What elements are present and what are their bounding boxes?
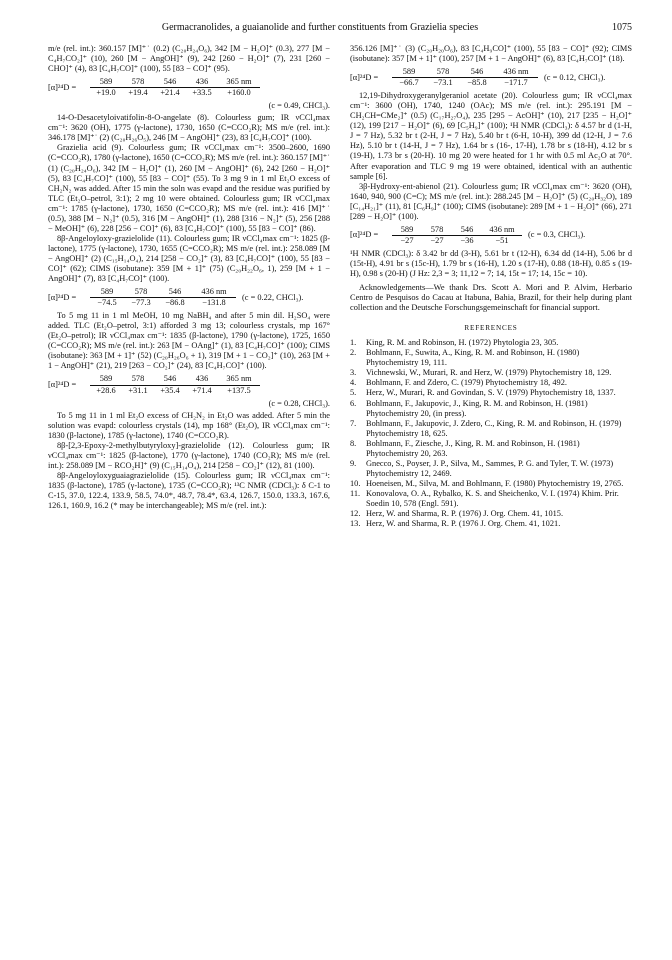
optical-rotation (48, 374, 330, 395)
reference-text: Bohlmann, F., Jakupovic, J. Zdero, C., King, R. M. and Robinson, H. (1979) Phytochemistry 18, 625. (366, 418, 622, 438)
rotation-value: −86.8 (165, 298, 185, 308)
reference-text: King, R. M. and Robinson, H. (1972) Phytologia 23, 305. (366, 338, 559, 348)
wavelength: 578 (436, 67, 450, 77)
paragraph: To 5 mg 11 in 1 ml Et₂O excess of CH₂N₂ in Et₂O was added. After 5 min the solution was evapd: colourless crystals (14), mp 168° (Et₂O), IR νCCl₄max cm⁻¹: 1830 (β-lactone), 1785 (γ-lactone), 1740 (C=CCO₂R). (48, 410, 330, 440)
wavelength: 589 (400, 224, 414, 234)
rotation-label: [α]²⁴D = (350, 72, 379, 82)
rotation-value: −27 (430, 235, 444, 245)
reference-number: 7. (350, 418, 357, 428)
paragraph: 12,19-Dihydroxygeranylgeraniol acetate (20). Colourless gum; IR νCCl₄max cm⁻¹: 3600 (OH), 1740, 1240 (OAc); MS m/e (rel. int.): 295.191 [M − CH₂CH=CMe₂]⁺ (0.5) (C₁₇H₂₇O₄), 235 [295 − AcOH]⁺ (10), 217 [235 − H₂O]⁺ (12), 199 [217 − H₂O]⁺ (6), 69 [C₅H₉]⁺ (100); ¹H NMR (CDCl₃): δ 4.57 br d (1-H, J = 7 Hz), 5.32 br t (2-H, J = 7 Hz), 5.40 br t (6-H, 10-H), 399 dd (12-H, J = 7.6 Hz), 5.10 br t (14-H, J = 7 Hz), 1.64 br s (16-, 17-H), 1.78 br s (18-H), 4.12 br s (19-H), 1.73 br s (20-H). 10 mg 20 were heated for 1 hr with 0.5 ml Ac₂O at 70°. After evaporation and TLC 9 mg 19 were obtained, identical with an authentic sample [6]. (350, 91, 632, 181)
wavelength: 546 (460, 224, 474, 234)
wavelength: 589 (402, 67, 416, 77)
rotation-table (90, 287, 236, 308)
rotation-value: −36 (460, 235, 474, 245)
reference-text: Gnecco, S., Poyser, J. P., Silva, M., Sammes, P. G. and Tyler, T. W. (1973) Phytochemistry 12, 2469. (366, 458, 614, 478)
reference-text: Herz, W., Murari, R. and Govindan, S. V. (1979) Phytochemistry 18, 1337. (366, 388, 616, 398)
optical-rotation (350, 225, 632, 246)
wavelength: 365 nm (226, 374, 252, 384)
rotation-value: −73.1 (433, 78, 453, 88)
reference-number: 9. (350, 458, 357, 468)
rotation-table (392, 225, 522, 246)
reference-number: 1. (350, 338, 357, 348)
rotation-value: +71.4 (192, 385, 212, 395)
reference-text: Bohlmann, F., Jakupovic, J., King, R. M. and Robinson, H. (1981) Phytochemistry 20, (in press). (366, 398, 588, 418)
rotation-table (392, 67, 538, 88)
reference-list (350, 338, 632, 529)
reference-text: Bohlmann, F., Ziesche, J., King, R. M. and Robinson, H. (1981) Phytochemistry 20, 263. (366, 438, 580, 458)
optical-rotation (48, 287, 330, 308)
paragraph: Grazielia acid (9). Colourless gum; IR νCCl₄max cm⁻¹: 3500–2600, 1690 (C=CCO₂R), 1780 (γ-lactone), 1650 (C=CCO₂R); MS m/e (rel. int.): 360.157 [M]⁺˙ (1) (C₂₀H₂₄O₆), 342 [M − H₂O]⁺ (1), 260 [M − AngOH]⁺ (6), 242 [260 − H₂O]⁺ (5), 83 [C₄H₇CO]⁺ (100), 55 [83 − CO]⁺ (55). To 3 mg 9 in 1 ml Et₂O excess of CH₂N₂ was added. After 15 min the soln was evapd and the residue was purified by TLC (Et₂O–petrol, 3:1); 2 mg 10 were obtained. Colourless gum; IR νCCl₄max cm⁻¹: 1785 (γ-lactone), 1730, 1650 (C=CCO₂R); MS m/e (rel. int.): 416 [M]⁺˙ (0.5), 388 [M − N₂]⁺ (0.5), 316 [M − AngOH]⁺ (1), 288 [316 − N₂]⁺ (5), 256 [288 − MeOH]⁺ (6), 228 [256 − CO]⁺ (6), 83 [C₄H₇CO]⁺ (100), 55 [83 − CO]⁺ (86). (48, 143, 330, 233)
rotation-conditions: (c = 0.28, CHCl₃). (268, 398, 330, 408)
rotation-label: [α]²⁴D = (48, 82, 77, 92)
rotation-value: +19.0 (96, 88, 116, 98)
rotation-value: +21.4 (160, 88, 180, 98)
reference-number: 10. (350, 478, 361, 488)
rotation-value: −51 (495, 235, 509, 245)
rotation-table (90, 77, 260, 98)
running-header (48, 22, 632, 36)
wavelength: 578 (131, 374, 145, 384)
rotation-value: −77.3 (131, 298, 151, 308)
reference-item (350, 378, 632, 388)
reference-text: Konovalova, O. A., Rybalko, K. S. and Sheichenko, V. I. (1974) Khim. Prir. Soedin 10, 578 (Engl. 591). (366, 488, 619, 508)
rotation-value: −74.5 (97, 298, 117, 308)
paragraph: m/e (rel. int.): 360.157 [M]⁺˙ (0.2) (C₂₀H₂₄O₆), 342 [M − H₂O]⁺ (0.3), 277 [M − C₄H₇CO₂]⁺ (10), 260 [M − AngOH]⁺ (9), 242 [260 − H₂O]⁺ (7), 231 [260 − CHO]⁺ (4), 83 [C₄H₇CO]⁺ (100), 55 [83 − CO]⁺ (95). (48, 44, 330, 74)
reference-text: Hoeneisen, M., Silva, M. and Bohlmann, F. (1980) Phytochemistry 19, 2765. (366, 478, 624, 488)
paragraph: To 5 mg 11 in 1 ml MeOH, 10 mg NaBH₄ and after 5 min dil. H₂SO₄ were added. TLC (Et₂O–petrol, 3:1) afforded 3 mg 13; colourless crystals, mp 167° (Et₂O–petrol); IR νCCl₄max cm⁻¹: 1835 (β-lactone), 1790 (γ-lactone), 1725, 1650 (C=CCO₂R); MS m/e (rel. int.): 263 [M − OAng]⁺ (1), 83 [C₄H₇CO]⁺ (100); CIMS (isobutane): 363 [M + 1]⁺ (52) (C₂₀H₂₆O₆ + 1), 319 [M + 1 − CO₂]⁺ (10), 263 [M + 1 − AngOH]⁺ (21), 219 [263 − CO₂]⁺ (24), 83 [C₄H₇CO]⁺ (100). (48, 311, 330, 371)
rotation-value: −131.8 (202, 298, 226, 308)
reference-number: 12. (350, 509, 361, 519)
rotation-value: −85.8 (467, 78, 487, 88)
rotation-value: +28.6 (96, 385, 116, 395)
optical-rotation (48, 77, 330, 98)
left-column (48, 44, 330, 511)
reference-text: Vichnewski, W., Murari, R. and Herz, W. (1979) Phytochemistry 18, 129. (366, 368, 612, 378)
rotation-value: +137.5 (227, 385, 251, 395)
rotation-value: −27 (400, 235, 414, 245)
wavelength: 436 (195, 374, 209, 384)
reference-number: 4. (350, 378, 357, 388)
reference-number: 8. (350, 438, 357, 448)
reference-item (350, 509, 632, 519)
reference-number: 13. (350, 519, 361, 529)
wavelength: 436 nm (503, 67, 529, 77)
rotation-value: −66.7 (399, 78, 419, 88)
rotation-label: [α]²⁴D = (48, 379, 77, 389)
paragraph: ¹H NMR (CDCl₃): δ 3.42 br dd (3-H), 5.61 br t (12-H), 6.34 dd (14-H), 5.06 br d (15t-H), 4.91 br s (15c-H), 1.79 br s (16-H), 1.20 s (17-H), 0.88 (18-H), 0.85 s (19-H), 0.98 s (20-H) (J Hz: 2,3 = 3; 11,12 = 7; 14, 15t = 17; 14, 15c = 10). (350, 248, 632, 278)
rotation-conditions: (c = 0.12, CHCl₃). (544, 72, 606, 82)
wavelength: 578 (131, 77, 145, 87)
running-title: Germacranolides, a guaianolide and further constituents from Grazielia species (161, 22, 479, 33)
wavelength: 589 (99, 77, 113, 87)
reference-number: 3. (350, 368, 357, 378)
wavelength: 365 nm (226, 77, 252, 87)
wavelength: 436 (195, 77, 209, 87)
rotation-value: +35.4 (160, 385, 180, 395)
rotation-value: −171.7 (504, 78, 528, 88)
wavelength: 436 nm (489, 224, 515, 234)
reference-item (350, 388, 632, 398)
references-heading: REFERENCES (464, 324, 518, 333)
wavelength: 578 (430, 224, 444, 234)
reference-item (350, 489, 632, 509)
reference-item (350, 439, 632, 459)
paragraph: 356.126 [M]⁺˙ (3) (C₂₀H₂₀O₆), 83 [C₄H₉CO]⁺ (100), 55 [83 − CO]⁺ (92); CIMS (isobutane): 357 [M + 1]⁺ (100), 257 [M + 1 − AngOH]⁺ (6), 83 [C₄H₇CO]⁺ (18). (350, 44, 632, 64)
reference-item (350, 459, 632, 479)
reference-item (350, 368, 632, 378)
reference-item (350, 399, 632, 419)
page-number: 1075 (612, 22, 632, 33)
wavelength: 578 (134, 287, 148, 297)
reference-item (350, 338, 632, 348)
paragraph: 8β-Angeloyloxy-grazielolide (11). Colourless gum; IR νCCl₄max cm⁻¹: 1825 (β-lactone), 1775 (γ-lactone), 1730, 1655 (C=CCO₂R); MS m/e (rel. int.): 258.089 [M − AngOH]⁺ (2) (C₁₅H₁₄O₄), 214 [258 − CO₂]⁺ (3), 83 [C₄H₇CO]⁺ (100), 55 [83 − CO]⁺ (62); CIMS (isobutane): 359 [M + 1]⁺ (75) (C₂₀H₂₂O₆, 1), 259 [M + 1 − AngOH]⁺ (7), 83 [C₄H₇CO]⁺ (100). (48, 233, 330, 284)
wavelength: 546 (168, 287, 182, 297)
wavelength: 436 nm (201, 287, 227, 297)
optical-rotation (350, 67, 632, 88)
reference-number: 6. (350, 398, 357, 408)
rotation-conditions: (c = 0.49, CHCl₃). (268, 101, 330, 111)
wavelength: 589 (100, 287, 114, 297)
paragraph: 8β-[2,3-Epoxy-2-methylbutyryloxy]-grazielolide (12). Colourless gum; IR νCCl₄max cm⁻¹: 1825 (β-lactone), 1770 (γ-lactone), 1740 (CO₂R); MS m/e (rel. int.): 258.089 [M − RCO₂H]⁺ (9) (C₁₅H₁₄O₄), 214 [258 − CO₂]⁺ (12), 81 (100). (48, 440, 330, 470)
rotation-value: +33.5 (192, 88, 212, 98)
paragraph: 14-O-Desacetyloivatifolin-8-O-angelate (8). Colourless gum; IR νCCl₄max cm⁻¹: 3620 (OH), 1775 (γ-lactone), 1730, 1650 (C=CCO₂R); MS m/e (rel. int.): 346.178 [M]⁺˙ (2) (C₂₀H₂₆O₅), 246 [M − AngOH]⁺ (23), 83 [C₄H₇CO]⁺ (100). (48, 113, 330, 143)
rotation-table (90, 374, 260, 395)
reference-item (350, 419, 632, 439)
rotation-value: +160.0 (227, 88, 251, 98)
rotation-value: +31.1 (128, 385, 148, 395)
rotation-value: +19.4 (128, 88, 148, 98)
reference-text: Herz, W. and Sharma, R. P. (1976) J. Org. Chem. 41, 1015. (366, 509, 564, 519)
reference-item (350, 348, 632, 368)
reference-text: Herz, W. and Sharma, R. P. (1976 J. Org. Chem. 41, 1021. (366, 519, 561, 529)
rotation-conditions: (c = 0.3, CHCl₃). (528, 230, 586, 240)
wavelength: 546 (163, 374, 177, 384)
reference-text: Bohlmann, F., Suwita, A., King, R. M. and Robinson, H. (1980) Phytochemistry 19, 111. (366, 348, 580, 368)
rotation-label: [α]²⁴D = (350, 230, 379, 240)
reference-item (350, 519, 632, 529)
paragraph: 3β-Hydroxy-ent-abienol (21). Colourless gum; IR νCCl₄max cm⁻¹: 3620 (OH), 1640, 940, 900 (C=C); MS m/e (rel. int.): 288.245 [M − H₂O]⁺ (5) (C₂₀H₃₂O), 189 [C₁₄H₂₁]⁺ (11), 81 [C₆H₉]⁺ (100); CIMS (isobutane): 289 [M + 1 − H₂O]⁺ (66), 271 [289 − H₂O]⁺ (100). (350, 181, 632, 221)
wavelength: 546 (470, 67, 484, 77)
acknowledgements: Acknowledgements—We thank Drs. Scott A. Mori and P. Alvim, Herbario Centro de Pesquisos do Cacau at Itabuna, Bahia, Brazil, for their help during plant collection and the Deutsche Forschungsgemeinschaft for financial support. (350, 283, 632, 313)
wavelength: 546 (163, 77, 177, 87)
rotation-label: [α]²⁴D = (48, 292, 77, 302)
right-column (350, 44, 632, 529)
paragraph: 8β-Angeloyloxyguaiagrazielolide (15). Colourless gum; IR νCCl₄max cm⁻¹: 1835 (β-lactone), 1785 (γ-lactone), 1735 (C=CCO₂R); ¹³C NMR (CDCl₃): δ C-1 to C-15, 37.0, 122.4, 133.9, 58.5, 74.0*, 48.7, 78.4*, 63.4, 126.7, 150.0, 133.3, 167.6, 126.1, 160.9, 16.2 (* may be interchangeable); MS m/e (rel. int.): (48, 470, 330, 511)
reference-item (350, 479, 632, 489)
reference-number: 5. (350, 388, 357, 398)
reference-text: Bohlmann, F. and Zdero, C. (1979) Phytochemistry 18, 492. (366, 378, 567, 388)
reference-number: 11. (350, 488, 361, 498)
rotation-conditions: (c = 0.22, CHCl₃). (242, 292, 304, 302)
wavelength: 589 (99, 374, 113, 384)
reference-number: 2. (350, 348, 357, 358)
